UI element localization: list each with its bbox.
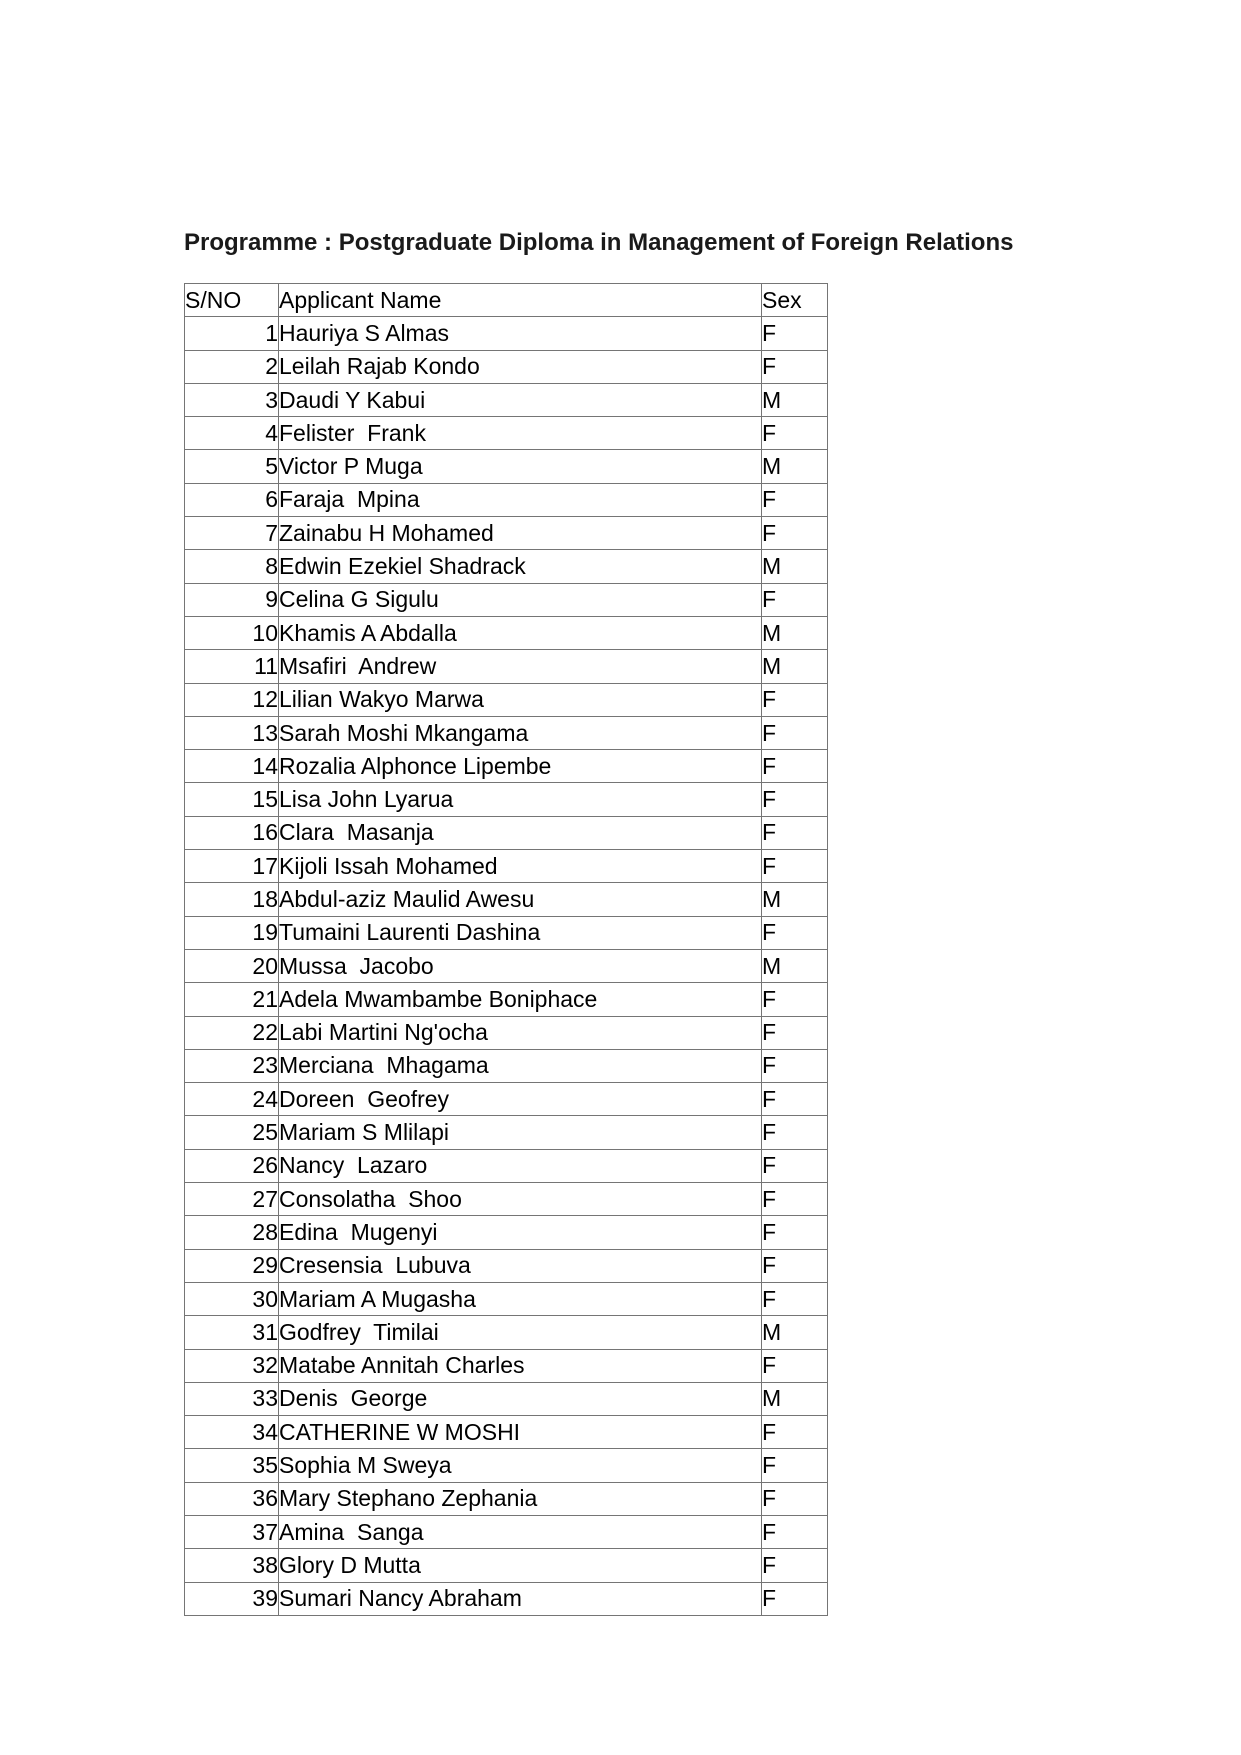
table-row	[185, 1016, 828, 1049]
cell-sno: 23	[185, 1049, 279, 1082]
table-row	[185, 1449, 828, 1482]
table-row	[185, 483, 828, 516]
cell-sno: 20	[185, 949, 279, 982]
cell-applicant-name: Adela Mwambambe Boniphace	[279, 983, 762, 1016]
table-row	[185, 583, 828, 616]
cell-sno: 31	[185, 1316, 279, 1349]
cell-sno: 8	[185, 550, 279, 583]
cell-applicant-name: Labi Martini Ng'ocha	[279, 1016, 762, 1049]
cell-sex: F	[762, 1482, 828, 1515]
cell-sno: 6	[185, 483, 279, 516]
table-row	[185, 883, 828, 916]
cell-sno: 19	[185, 916, 279, 949]
table-row	[185, 517, 828, 550]
cell-sex: M	[762, 550, 828, 583]
cell-sno: 28	[185, 1216, 279, 1249]
cell-applicant-name: Denis George	[279, 1382, 762, 1415]
cell-applicant-name: Mariam S Mlilapi	[279, 1116, 762, 1149]
cell-applicant-name: CATHERINE W MOSHI	[279, 1416, 762, 1449]
table-row	[185, 317, 828, 350]
cell-sno: 22	[185, 1016, 279, 1049]
cell-sno: 27	[185, 1183, 279, 1216]
cell-applicant-name: Lilian Wakyo Marwa	[279, 683, 762, 716]
cell-sex: F	[762, 1515, 828, 1548]
cell-applicant-name: Mary Stephano Zephania	[279, 1482, 762, 1515]
cell-applicant-name: Msafiri Andrew	[279, 650, 762, 683]
cell-sno: 34	[185, 1416, 279, 1449]
cell-sex: F	[762, 1083, 828, 1116]
cell-sno: 38	[185, 1549, 279, 1582]
table-row	[185, 616, 828, 649]
table-row	[185, 550, 828, 583]
table-row	[185, 949, 828, 982]
cell-applicant-name: Matabe Annitah Charles	[279, 1349, 762, 1382]
cell-applicant-name: Lisa John Lyarua	[279, 783, 762, 816]
cell-applicant-name: Daudi Y Kabui	[279, 383, 762, 416]
cell-sex: M	[762, 616, 828, 649]
table-row	[185, 683, 828, 716]
cell-applicant-name: Consolatha Shoo	[279, 1183, 762, 1216]
table-row	[185, 1216, 828, 1249]
column-header-sno: S/NO	[185, 284, 279, 317]
document-content	[184, 228, 1013, 1616]
cell-sex: F	[762, 716, 828, 749]
cell-sno: 29	[185, 1249, 279, 1282]
table-row	[185, 383, 828, 416]
cell-sno: 18	[185, 883, 279, 916]
cell-applicant-name: Victor P Muga	[279, 450, 762, 483]
cell-sex: F	[762, 1582, 828, 1615]
cell-sex: F	[762, 1149, 828, 1182]
cell-sex: F	[762, 1349, 828, 1382]
cell-sex: M	[762, 650, 828, 683]
cell-sex: M	[762, 450, 828, 483]
table-row	[185, 1549, 828, 1582]
cell-sno: 11	[185, 650, 279, 683]
cell-sex: F	[762, 750, 828, 783]
cell-applicant-name: Celina G Sigulu	[279, 583, 762, 616]
cell-sno: 9	[185, 583, 279, 616]
cell-sno: 36	[185, 1482, 279, 1515]
cell-sno: 1	[185, 317, 279, 350]
cell-applicant-name: Felister Frank	[279, 417, 762, 450]
cell-sno: 39	[185, 1582, 279, 1615]
cell-applicant-name: Amina Sanga	[279, 1515, 762, 1548]
table-row	[185, 983, 828, 1016]
cell-sex: F	[762, 483, 828, 516]
table-row	[185, 1316, 828, 1349]
cell-sno: 32	[185, 1349, 279, 1382]
table-row	[185, 783, 828, 816]
table-row	[185, 850, 828, 883]
table-row	[185, 1083, 828, 1116]
cell-applicant-name: Cresensia Lubuva	[279, 1249, 762, 1282]
cell-sno: 12	[185, 683, 279, 716]
cell-sex: M	[762, 883, 828, 916]
table-row	[185, 450, 828, 483]
table-row	[185, 816, 828, 849]
cell-applicant-name: Kijoli Issah Mohamed	[279, 850, 762, 883]
cell-sno: 21	[185, 983, 279, 1016]
cell-sno: 25	[185, 1116, 279, 1149]
cell-sex: F	[762, 1416, 828, 1449]
cell-sex: M	[762, 949, 828, 982]
cell-sno: 35	[185, 1449, 279, 1482]
cell-applicant-name: Abdul-aziz Maulid Awesu	[279, 883, 762, 916]
cell-sno: 13	[185, 716, 279, 749]
cell-sno: 10	[185, 616, 279, 649]
cell-sex: F	[762, 983, 828, 1016]
table-row	[185, 1416, 828, 1449]
cell-applicant-name: Merciana Mhagama	[279, 1049, 762, 1082]
cell-sno: 26	[185, 1149, 279, 1182]
table-row	[185, 1149, 828, 1182]
cell-sex: F	[762, 1549, 828, 1582]
cell-applicant-name: Sophia M Sweya	[279, 1449, 762, 1482]
page-title: Programme : Postgraduate Diploma in Management of Foreign Relations	[184, 229, 1014, 256]
cell-sex: F	[762, 683, 828, 716]
table-row	[185, 750, 828, 783]
column-header-applicant-name: Applicant Name	[279, 284, 762, 317]
cell-sno: 3	[185, 383, 279, 416]
table-row	[185, 916, 828, 949]
cell-sex: M	[762, 1316, 828, 1349]
cell-sno: 15	[185, 783, 279, 816]
cell-sex: F	[762, 1282, 828, 1315]
table-row	[185, 417, 828, 450]
cell-applicant-name: Clara Masanja	[279, 816, 762, 849]
cell-applicant-name: Edina Mugenyi	[279, 1216, 762, 1249]
table-row	[185, 1582, 828, 1615]
cell-applicant-name: Mussa Jacobo	[279, 949, 762, 982]
cell-sex: F	[762, 816, 828, 849]
cell-sno: 17	[185, 850, 279, 883]
cell-applicant-name: Doreen Geofrey	[279, 1083, 762, 1116]
table-row	[185, 1282, 828, 1315]
cell-sex: F	[762, 916, 828, 949]
cell-sno: 14	[185, 750, 279, 783]
table-row	[185, 716, 828, 749]
cell-sno: 33	[185, 1382, 279, 1415]
cell-sno: 37	[185, 1515, 279, 1548]
cell-sex: F	[762, 1049, 828, 1082]
cell-sno: 2	[185, 350, 279, 383]
table-row	[185, 1482, 828, 1515]
column-header-sex: Sex	[762, 284, 828, 317]
cell-sno: 4	[185, 417, 279, 450]
cell-sex: F	[762, 1249, 828, 1282]
cell-sex: M	[762, 1382, 828, 1415]
table-row	[185, 350, 828, 383]
cell-sex: F	[762, 317, 828, 350]
applicants-table	[184, 283, 828, 1616]
cell-sno: 30	[185, 1282, 279, 1315]
table-header-row	[185, 284, 828, 317]
cell-sex: F	[762, 1449, 828, 1482]
cell-applicant-name: Leilah Rajab Kondo	[279, 350, 762, 383]
cell-sex: F	[762, 783, 828, 816]
cell-applicant-name: Glory D Mutta	[279, 1549, 762, 1582]
cell-applicant-name: Nancy Lazaro	[279, 1149, 762, 1182]
cell-applicant-name: Hauriya S Almas	[279, 317, 762, 350]
cell-sex: F	[762, 1216, 828, 1249]
cell-applicant-name: Mariam A Mugasha	[279, 1282, 762, 1315]
cell-applicant-name: Sarah Moshi Mkangama	[279, 716, 762, 749]
cell-sno: 7	[185, 517, 279, 550]
cell-sex: F	[762, 417, 828, 450]
cell-sex: F	[762, 517, 828, 550]
table-row	[185, 650, 828, 683]
cell-sex: F	[762, 1116, 828, 1149]
cell-applicant-name: Edwin Ezekiel Shadrack	[279, 550, 762, 583]
table-row	[185, 1183, 828, 1216]
table-row	[185, 1515, 828, 1548]
cell-applicant-name: Godfrey Timilai	[279, 1316, 762, 1349]
cell-applicant-name: Tumaini Laurenti Dashina	[279, 916, 762, 949]
cell-applicant-name: Khamis A Abdalla	[279, 616, 762, 649]
cell-applicant-name: Sumari Nancy Abraham	[279, 1582, 762, 1615]
table-row	[185, 1116, 828, 1149]
table-row	[185, 1382, 828, 1415]
cell-sex: F	[762, 1183, 828, 1216]
cell-applicant-name: Rozalia Alphonce Lipembe	[279, 750, 762, 783]
cell-sno: 5	[185, 450, 279, 483]
table-row	[185, 1049, 828, 1082]
cell-sex: M	[762, 383, 828, 416]
cell-sex: F	[762, 350, 828, 383]
cell-sex: F	[762, 850, 828, 883]
table-body	[185, 317, 828, 1616]
cell-sno: 24	[185, 1083, 279, 1116]
cell-applicant-name: Zainabu H Mohamed	[279, 517, 762, 550]
cell-sno: 16	[185, 816, 279, 849]
cell-sex: F	[762, 583, 828, 616]
table-row	[185, 1349, 828, 1382]
table-row	[185, 1249, 828, 1282]
cell-applicant-name: Faraja Mpina	[279, 483, 762, 516]
cell-sex: F	[762, 1016, 828, 1049]
